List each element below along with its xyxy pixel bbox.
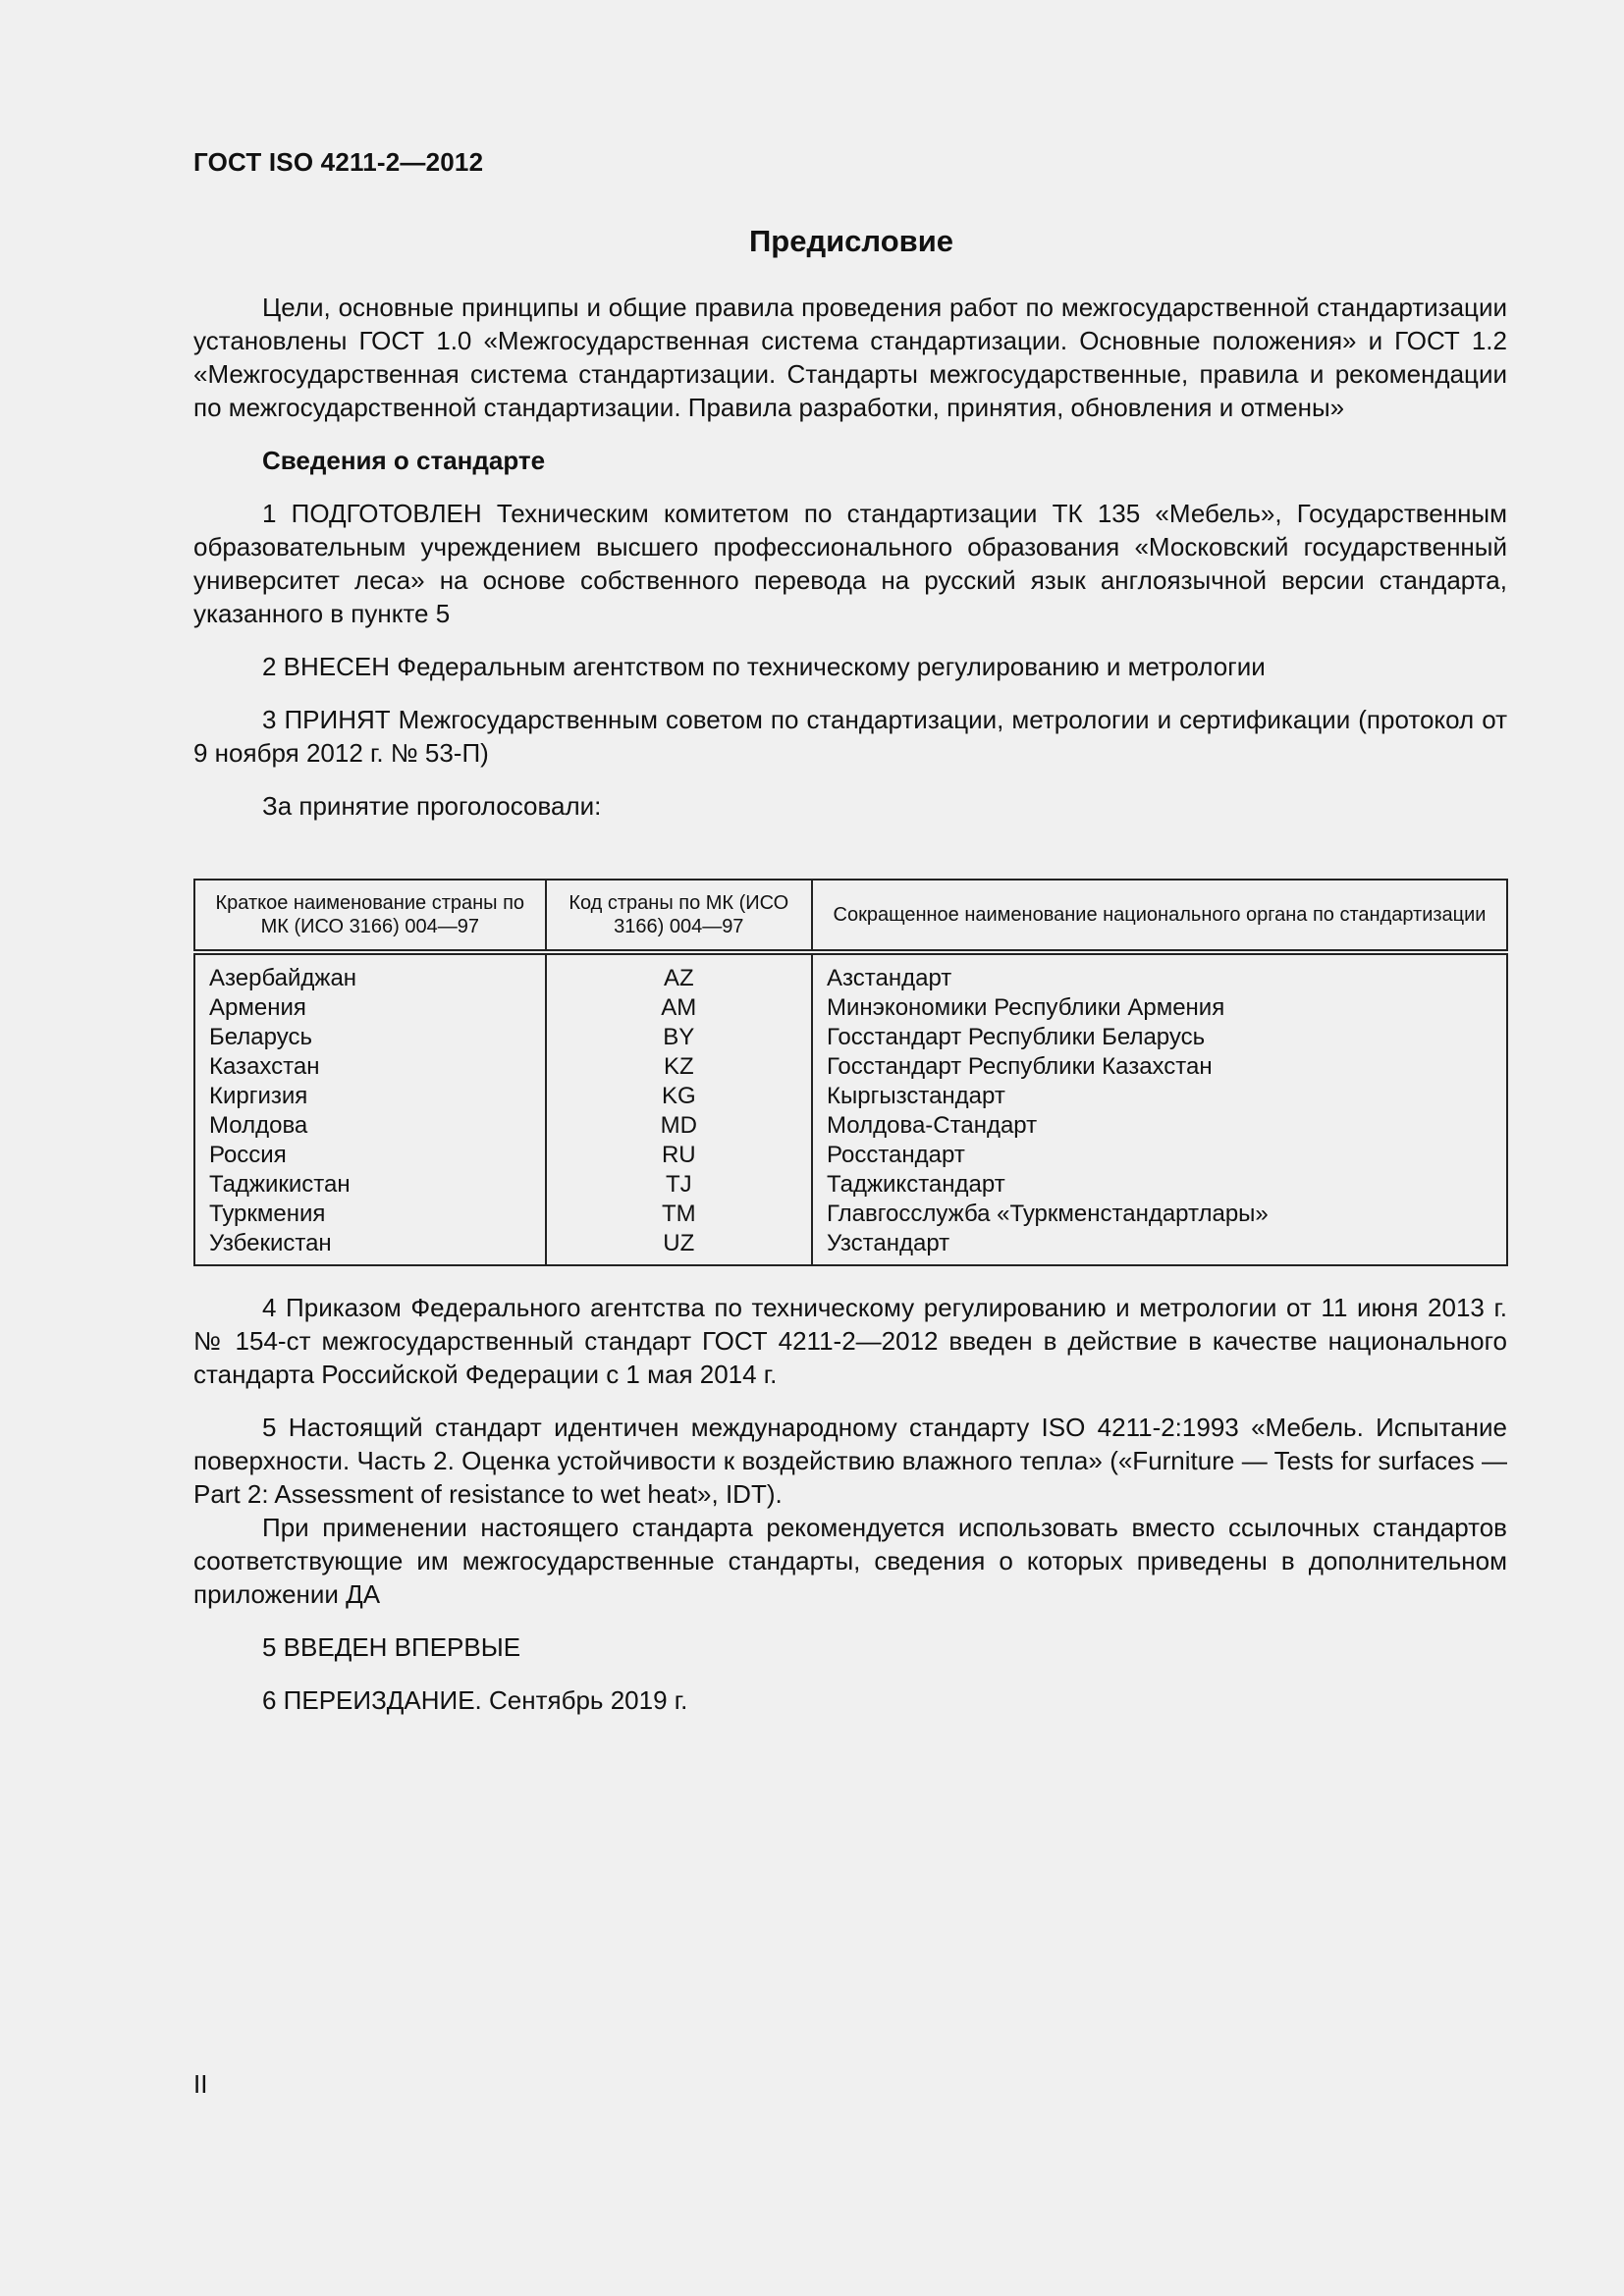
document-code-header: ГОСТ ISO 4211-2—2012 xyxy=(193,147,484,177)
standards-body: Госстандарт Республики Беларусь xyxy=(812,1023,1507,1052)
country-name: Киргизия xyxy=(194,1082,546,1111)
header-standards-body: Сокращенное наименование национального органа по стандартизации xyxy=(812,880,1507,952)
item-2-paragraph: 2 ВНЕСЕН Федеральным агентством по техническому регулированию и метрологии xyxy=(262,652,1266,681)
table-row xyxy=(194,1141,1507,1170)
table-row xyxy=(194,1229,1507,1265)
standards-body: Узстандарт xyxy=(812,1229,1507,1265)
standards-body: Молдова-Стандарт xyxy=(812,1111,1507,1141)
table-row xyxy=(194,1111,1507,1141)
voting-table xyxy=(193,879,1508,1266)
country-name: Молдова xyxy=(194,1111,546,1141)
table-row xyxy=(194,1023,1507,1052)
item-4-paragraph: 4 Приказом Федерального агентства по техническому регулированию и метрологии от 11 июня 2013 г. № 154-ст межгосударственный стандарт ГОСТ 4211-2—2012 введен в действие в качестве национального стандарта Российской Федерации с 1 мая 2014 г. xyxy=(193,1293,1507,1389)
table-row xyxy=(194,993,1507,1023)
country-name: Азербайджан xyxy=(194,952,546,993)
table-row xyxy=(194,1052,1507,1082)
country-code: MD xyxy=(546,1111,813,1141)
page-number: II xyxy=(193,2069,208,2099)
page-title: Предисловие xyxy=(748,224,953,258)
table-row xyxy=(194,952,1507,993)
country-code: AM xyxy=(546,993,813,1023)
table-row xyxy=(194,1082,1507,1111)
table-row xyxy=(194,1200,1507,1229)
country-code: BY xyxy=(546,1023,813,1052)
country-name: Узбекистан xyxy=(194,1229,546,1265)
country-name: Туркмения xyxy=(194,1200,546,1229)
item-3-paragraph: 3 ПРИНЯТ Межгосударственным советом по стандартизации, метрологии и сертификации (протокол от 9 ноября 2012 г. № 53-П) xyxy=(193,705,1507,768)
country-code: AZ xyxy=(546,952,813,993)
country-code: TM xyxy=(546,1200,813,1229)
table-header-row xyxy=(194,880,1507,952)
country-code: TJ xyxy=(546,1170,813,1200)
standards-body: Главгосслужба «Туркменстандартлары» xyxy=(812,1200,1507,1229)
country-code: UZ xyxy=(546,1229,813,1265)
intro-paragraph: Цели, основные принципы и общие правила проведения работ по межгосударственной стандартизации установлены ГОСТ 1.0 «Межгосударственная система стандартизации. Основные положения» и ГОСТ 1.2 «Межгосударственная система стандартизации. Стандарты межгосударственные, правила и рекомендации по межгосударственной стандартизации. Правила разработки, принятия, обновления и отмены» xyxy=(193,293,1507,422)
country-name: Армения xyxy=(194,993,546,1023)
item-1-paragraph: 1 ПОДГОТОВЛЕН Техническим комитетом по стандартизации ТК 135 «Мебель», Государственным образовательным учреждением высшего профессионального образования «Московский государственный университет леса» на основе собственного перевода на русский язык англоязычной версии стандарта, указанного в пункте 5 xyxy=(193,499,1507,628)
standards-body: Азстандарт xyxy=(812,952,1507,993)
country-code: KZ xyxy=(546,1052,813,1082)
item-5-note-paragraph: При применении настоящего стандарта рекомендуется использовать вместо ссылочных стандартов соответствующие им межгосударственные стандарты, сведения о которых приведены в дополнительном приложении ДА xyxy=(193,1513,1507,1609)
standards-body: Таджикстандарт xyxy=(812,1170,1507,1200)
item-6-paragraph: 5 ВВЕДЕН ВПЕРВЫЕ xyxy=(262,1632,521,1662)
header-country-code: Код страны по МК (ИСО 3166) 004—97 xyxy=(546,880,813,952)
standards-body: Росстандарт xyxy=(812,1141,1507,1170)
item-7-paragraph: 6 ПЕРЕИЗДАНИЕ. Сентябрь 2019 г. xyxy=(262,1685,688,1715)
vote-intro: За принятие проголосовали: xyxy=(262,791,602,821)
standards-body: Госстандарт Республики Казахстан xyxy=(812,1052,1507,1082)
country-name: Таджикистан xyxy=(194,1170,546,1200)
country-name: Беларусь xyxy=(194,1023,546,1052)
standards-body: Кыргызстандарт xyxy=(812,1082,1507,1111)
country-code: KG xyxy=(546,1082,813,1111)
foreword-top-block xyxy=(193,291,1507,823)
table-row xyxy=(194,1170,1507,1200)
standards-body: Минэкономики Республики Армения xyxy=(812,993,1507,1023)
info-heading: Сведения о стандарте xyxy=(262,446,546,475)
country-code: RU xyxy=(546,1141,813,1170)
foreword-bottom-block xyxy=(193,1291,1507,1717)
country-name: Россия xyxy=(194,1141,546,1170)
item-5-paragraph: 5 Настоящий стандарт идентичен международному стандарту ISO 4211-2:1993 «Мебель. Испытание поверхности. Часть 2. Оценка устойчивости к воздействию влажного тепла» («Furniture — Tests for surfaces — Part 2: Assessment of resistance to wet heat», IDT). xyxy=(193,1413,1507,1509)
country-name: Казахстан xyxy=(194,1052,546,1082)
header-country-name: Краткое наименование страны по МК (ИСО 3166) 004—97 xyxy=(194,880,546,952)
